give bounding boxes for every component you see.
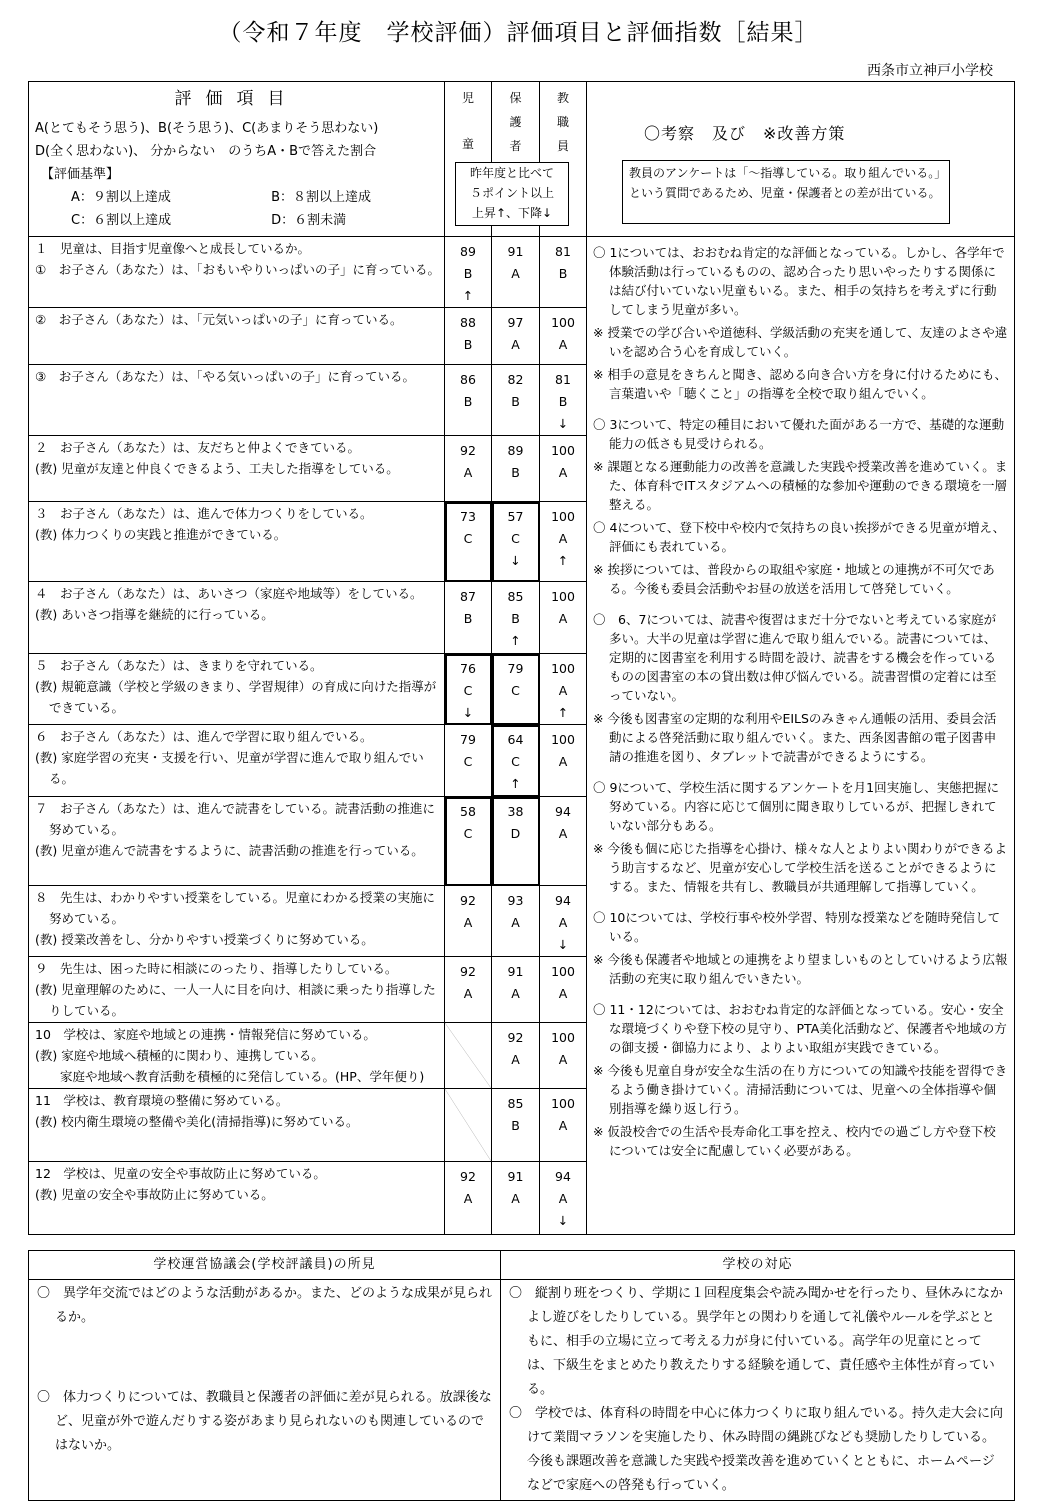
col-child-header: 児 童 (445, 82, 492, 237)
score-value: 100 (551, 964, 575, 979)
considerations-title: 〇考察 及び ※改善方策 (644, 124, 846, 143)
score-grade: A (511, 915, 520, 930)
child-score (445, 436, 492, 502)
diagonal-slash (445, 1023, 491, 1088)
scale-line-2: D(全く思わない)、 分からない のうちA・Bで答えた割合 (35, 144, 377, 159)
child-score (445, 797, 492, 886)
score-grade: A (558, 986, 568, 1001)
diagonal-slash (445, 1089, 491, 1161)
score-grade: A (511, 266, 520, 281)
council-opinions (29, 1280, 501, 1501)
score-value: 73 (460, 509, 476, 524)
score-value: 100 (551, 1030, 575, 1045)
trend-arrow: ↓ (557, 937, 569, 952)
score-value: 58 (460, 804, 476, 819)
consideration-item: 〇 3について、特定の種目において優れた面がある一方で、基礎的な運動能力の低さも見受けられる。 (593, 417, 1005, 451)
score-grade: A (558, 683, 568, 698)
staff-score (540, 436, 587, 502)
parent-score (492, 957, 540, 1023)
score-grade: A (511, 1052, 520, 1067)
evaluation-item (29, 1023, 445, 1089)
score-grade: B (463, 337, 473, 352)
item-text: ② お子さん（あなた）は、「元気いっぱいの子」に育っている。 (35, 312, 403, 327)
trend-arrow: ↑ (557, 705, 569, 720)
parent-score (492, 436, 540, 502)
score-grade: A (558, 337, 568, 352)
criteria-d: D：６割未満 (271, 213, 347, 228)
parent-score (492, 725, 540, 797)
staff-score (540, 1023, 587, 1089)
item-text: (教) あいさつ指導を継続的に行っている。 (35, 607, 274, 622)
item-header-title: 評価項目 (174, 89, 299, 109)
consideration-item: 〇 4について、登下校中や校内で気持ちの良い挨拶ができる児童が増え、評価にも表れている。 (593, 520, 1006, 554)
item-text: (教) 家庭や地域へ積極的に関わり、連携している。 (35, 1048, 324, 1063)
not-applicable-cell (445, 1089, 492, 1162)
trend-arrow: ↓ (510, 553, 521, 568)
evaluation-item (29, 1089, 445, 1162)
evaluation-item (29, 654, 445, 725)
council-table (28, 1250, 1015, 1501)
consideration-item: ※ 今後も図書室の定期的な利用やEILSのみきゃん通帳の活用、委員会活動による啓発活動に取り組んでいく。また、西条図書館の電子図書申請の推進を図り、タブレットで読書ができるようにする。 (593, 711, 997, 764)
school-response-header: 学校の対応 (501, 1251, 1015, 1280)
consideration-item: 〇 10については、学校行事や校外学習、特別な授業などを随時発信している。 (593, 910, 1001, 944)
score-grade: C (463, 683, 473, 698)
score-grade: A (558, 1052, 568, 1067)
score-grade: B (463, 611, 473, 626)
score-grade: A (558, 1191, 568, 1206)
item-text: 12 学校は、児童の安全や事故防止に努めている。 (35, 1166, 326, 1181)
child-score (445, 886, 492, 957)
score-value: 92 (507, 1030, 524, 1045)
score-grade: D (510, 826, 521, 841)
score-value: 97 (507, 315, 524, 330)
staff-score (540, 502, 587, 582)
parent-score (492, 1023, 540, 1089)
trend-arrow: ↑ (510, 633, 521, 648)
teacher-survey-note: 教員のアンケートは「～指導している。取り組んでいる。」という質問であるため、児童・保護者との差が出ている。 (622, 160, 950, 224)
school-responses (501, 1280, 1015, 1501)
score-grade: A (463, 1191, 473, 1206)
score-value: 57 (507, 509, 524, 524)
score-value: 91 (507, 1169, 524, 1184)
item-text: １ 児童は、目指す児童像へと成長しているか。 (35, 241, 311, 256)
child-score (445, 502, 492, 582)
item-text: (教) 児童理解のために、一人一人に目を向け、相談に乗ったり指導したりしている。 (35, 982, 436, 1018)
page-title: （令和７年度 学校評価）評価項目と評価指数［結果］ (218, 20, 819, 46)
criteria-c: C：６割以上達成 (71, 213, 172, 228)
consideration-item: ※ 今後も個に応じた指導を心掛け、様々な人とよりよい関わりができるよう助言するなど、児童が安心して学校生活を送ることができるようにする。また、情報を共有し、教職員が共通理解して指導していく。 (593, 841, 1007, 894)
item-text: (教) 児童が友達と仲良くできるよう、工夫した指導をしている。 (35, 461, 399, 476)
evaluation-item (29, 886, 445, 957)
score-grade: B (511, 465, 520, 480)
child-score (445, 725, 492, 797)
consideration-item: ※ 課題となる運動能力の改善を意識した実践や授業改善を進めていく。また、体育科でITスタジアムへの積極的な参加や運動のできる環境を一層整える。 (593, 459, 1008, 512)
score-grade: A (558, 826, 568, 841)
score-value: 92 (460, 443, 476, 458)
evaluation-item (29, 725, 445, 797)
score-grade: C (463, 531, 473, 546)
score-value: 94 (555, 893, 571, 908)
item-text: (教) 児童の安全や事故防止に努めている。 (35, 1187, 274, 1202)
criteria-b: B：８割以上達成 (271, 190, 372, 205)
score-grade: A (511, 1191, 520, 1206)
evaluation-item (29, 582, 445, 654)
score-grade: B (511, 1118, 520, 1133)
evaluation-item (29, 502, 445, 582)
score-value: 86 (460, 372, 476, 387)
staff-score (540, 308, 587, 365)
item-text: (教) 授業改善をし、分かりやすい授業づくりに努めている。 (35, 932, 374, 947)
item-text: ① お子さん（あなた）は、「おもいやりいっぱいの子」に育っている。 (35, 262, 440, 277)
score-value: 85 (507, 1096, 524, 1111)
score-grade: A (463, 986, 473, 1001)
score-grade: A (511, 986, 520, 1001)
score-value: 81 (555, 244, 571, 259)
score-grade: B (511, 611, 520, 626)
col-staff-header: 教 職 員 (540, 82, 587, 237)
score-value: 100 (551, 589, 575, 604)
score-grade: A (558, 465, 568, 480)
consideration-item: 〇 11・12については、おおむね肯定的な評価となっている。安心・安全な環境づくりや登下校の見守り、PTA美化活動など、保護者や地域の方の御支援・御協力により、よりよい取組が実践できている。 (593, 1002, 1007, 1055)
item-header (29, 82, 445, 237)
parent-score (492, 654, 540, 725)
parent-score (492, 308, 540, 365)
score-value: 38 (507, 804, 524, 819)
score-value: 100 (551, 661, 575, 676)
evaluation-item (29, 365, 445, 436)
trend-arrow: ↑ (557, 553, 569, 568)
score-value: 76 (460, 661, 476, 676)
score-value: 92 (460, 893, 476, 908)
criteria-title: 【評価基準】 (41, 167, 120, 182)
staff-score (540, 886, 587, 957)
score-value: 88 (460, 315, 476, 330)
trend-arrow: ↓ (462, 705, 474, 720)
item-text: (教) 児童が進んで読書をするように、読書活動の推進を行っている。 (35, 843, 424, 858)
consideration-item: 〇 9について、学校生活に関するアンケートを月1回実施し、実態把握に努めている。内容に応じて個別に聞き取りしているが、把握しきれていない部分もある。 (593, 780, 1000, 833)
item-text: (教) 校内衛生環境の整備や美化(清掃指導)に努めている。 (35, 1114, 359, 1129)
item-text: (教) 規範意識（学校と学級のきまり、学習規律）の育成に向けた指導ができている。 (35, 679, 437, 715)
item-text: (教) 家庭学習の充実・支援を行い、児童が学習に進んで取り組んでいる。 (35, 750, 424, 786)
consideration-item: 〇 6、7については、読書や復習はまだ十分でないと考えている家庭が多い。大半の児童は学習に進んで取り組んでいる。読書については、定期的に図書室を利用する時間を設け、読書をする機会を作っているものの図書室の本の貸出数は伸び悩んでいる。読書習慣の定着には至っていない。 (593, 612, 997, 703)
evaluation-item (29, 957, 445, 1023)
score-grade: A (558, 915, 568, 930)
score-grade: A (463, 915, 473, 930)
child-score (445, 654, 492, 725)
school-response: 〇 縦割り班をつくり、学期に１回程度集会や読み聞かせを行ったり、昼休みになかよし遊びをしたりしている。異学年との関わりを通して礼儀やルールを学ぶとともに、相手の立場に立って考える力が身に付いている。高学年の児童にとっては、下級生をまとめたり教えたりする経験を通して、責任感や主体性が育っている。 (509, 1286, 1004, 1397)
score-grade: A (463, 465, 473, 480)
score-value: 100 (551, 509, 575, 524)
staff-score (540, 797, 587, 886)
item-text: ８ 先生は、わかりやすい授業をしている。児童にわかる授業の実施に努めている。 (35, 890, 436, 926)
parent-score (492, 1089, 540, 1162)
consideration-item: 〇 1については、おおむね肯定的な評価となっている。しかし、各学年で体験活動は行っているものの、認め合ったり思いやったりする関係には結び付いていない児童もいる。また、相手の気持ちを考えずに行動してしまう児童が多い。 (593, 245, 1005, 317)
score-value: 100 (551, 1096, 575, 1111)
child-score (445, 308, 492, 365)
score-grade: B (558, 266, 568, 281)
staff-score (540, 237, 587, 308)
score-grade: C (511, 531, 520, 546)
not-applicable-cell (445, 1023, 492, 1089)
consideration-item: ※ 相手の意見をきちんと聞き、認める向き合い方を身に付けるためにも、言葉遣いや「聴くこと」の指導を全校で取り組んでいく。 (593, 367, 1007, 401)
item-text: ７ お子さん（あなた）は、進んで読書をしている。読書活動の推進に努めている。 (35, 801, 436, 837)
parent-score (492, 502, 540, 582)
parent-score (492, 886, 540, 957)
item-text: ４ お子さん（あなた）は、あいさつ（家庭や地域等）をしている。 (35, 586, 423, 601)
comparison-note: 昨年度と比べて ５ポイント以上 上昇↑、下降↓ (455, 162, 569, 226)
consideration-item: ※ 授業での学び合いや道徳科、学級活動の充実を通して、友達のよさや違いを認め合う心を育成していく。 (593, 325, 1008, 359)
parent-score (492, 1162, 540, 1235)
staff-score (540, 1089, 587, 1162)
score-value: 100 (551, 732, 575, 747)
item-text: 家庭や地域へ教育活動を積極的に発信している。(HP、学年便り) (35, 1069, 425, 1084)
item-text: ９ 先生は、困った時に相談にのったり、指導したりしている。 (35, 961, 398, 976)
score-value: 91 (507, 964, 524, 979)
score-value: 89 (507, 443, 524, 458)
col-parent-header: 保 護 者 (492, 82, 540, 237)
score-grade: A (558, 611, 568, 626)
score-value: 94 (555, 1169, 571, 1184)
score-value: 92 (460, 964, 476, 979)
score-value: 91 (507, 244, 524, 259)
parent-score (492, 365, 540, 436)
consideration-item: ※ 挨拶については、普段からの取組や家庭・地域との連携が不可欠である。今後も委員会活動やお昼の放送を活用して啓発していく。 (593, 562, 995, 596)
child-score (445, 365, 492, 436)
council-opinion: 〇 異学年交流ではどのような活動があるか。また、どのような成果が見られるか。 (37, 1286, 493, 1325)
evaluation-table (28, 81, 1015, 1235)
score-grade: B (511, 394, 520, 409)
item-text: (教) 体力つくりの実践と推進ができている。 (35, 527, 287, 542)
item-text: ２ お子さん（あなた）は、友だちと仲よくできている。 (35, 440, 361, 455)
score-grade: A (558, 1118, 568, 1133)
item-text: ５ お子さん（あなた）は、きまりを守れている。 (35, 658, 323, 673)
score-value: 79 (507, 661, 524, 676)
score-grade: C (463, 826, 473, 841)
considerations-body (587, 237, 1015, 1235)
consideration-item: ※ 今後も保護者や地域との連携をより望ましいものとしていけるよう広報活動の充実に取り組んでいきたい。 (593, 952, 1008, 986)
parent-score (492, 582, 540, 654)
score-value: 82 (507, 372, 524, 387)
school-name: 西条市立神戸小学校 (867, 63, 993, 79)
evaluation-item (29, 1162, 445, 1235)
score-grade: B (463, 394, 473, 409)
table-row (29, 237, 1015, 308)
evaluation-item (29, 237, 445, 308)
score-grade: C (511, 754, 520, 769)
item-text: 10 学校は、家庭や地域との連携・情報発信に努めている。 (35, 1027, 376, 1042)
staff-score (540, 1162, 587, 1235)
parent-score (492, 797, 540, 886)
item-text: 11 学校は、教育環境の整備に努めている。 (35, 1093, 289, 1108)
trend-arrow: ↓ (557, 416, 569, 431)
criteria-a: A：９割以上達成 (71, 190, 171, 205)
score-grade: C (511, 683, 520, 698)
score-value: 89 (460, 244, 476, 259)
council-header: 学校運営協議会(学校評議員)の所見 (29, 1251, 501, 1280)
consideration-item: ※ 今後も児童自身が安全な生活の在り方についての知識や技能を習得できるよう働き掛けていく。清掃活動については、児童への全体指導や個別指導を繰り返し行う。 (593, 1063, 1008, 1116)
score-grade: C (463, 754, 473, 769)
council-opinion: 〇 体力つくりについては、教職員と保護者の評価に差が見られる。放課後など、児童が外で遊んだりする姿があまり見られないのも関連しているのではないか。 (37, 1390, 492, 1453)
score-grade: B (463, 266, 473, 281)
evaluation-item (29, 436, 445, 502)
staff-score (540, 725, 587, 797)
child-score (445, 957, 492, 1023)
school-response: 〇 学校では、体育科の時間を中心に体力つくりに取り組んでいる。持久走大会に向けて業間マラソンを実施したり、休み時間の縄跳びなども奨励したりしている。今後も課題改善を意識した実践や授業改善を進めていくとともに、ホームページなどで家庭への啓発も行っていく。 (509, 1406, 1004, 1493)
score-value: 87 (460, 589, 476, 604)
score-grade: B (558, 394, 568, 409)
score-value: 81 (555, 372, 571, 387)
score-value: 94 (555, 804, 571, 819)
score-value: 93 (507, 893, 524, 908)
score-value: 100 (551, 443, 575, 458)
child-score (445, 1162, 492, 1235)
consideration-item: ※ 仮設校舎での生活や長寿命化工事を控え、校内での過ごし方や登下校については安全に配慮していく必要がある。 (593, 1124, 996, 1158)
evaluation-item (29, 797, 445, 886)
staff-score (540, 654, 587, 725)
trend-arrow: ↑ (462, 288, 474, 303)
score-grade: A (558, 531, 568, 546)
staff-score (540, 582, 587, 654)
staff-score (540, 365, 587, 436)
evaluation-item (29, 308, 445, 365)
score-value: 92 (460, 1169, 476, 1184)
trend-arrow: ↓ (557, 1213, 569, 1228)
score-grade: A (511, 337, 520, 352)
parent-score (492, 237, 540, 308)
score-value: 79 (460, 732, 476, 747)
score-grade: A (558, 754, 568, 769)
child-score (445, 582, 492, 654)
score-value: 64 (507, 732, 524, 747)
staff-score (540, 957, 587, 1023)
item-text: ６ お子さん（あなた）は、進んで学習に取り組んでいる。 (35, 729, 373, 744)
child-score (445, 237, 492, 308)
score-value: 100 (551, 315, 575, 330)
trend-arrow: ↑ (510, 776, 521, 791)
item-text: ３ お子さん（あなた）は、進んで体力つくりをしている。 (35, 506, 373, 521)
score-value: 85 (507, 589, 524, 604)
scale-line-1: A(とてもそう思う)、B(そう思う)、C(あまりそう思わない) (35, 121, 379, 136)
item-text: ③ お子さん（あなた）は、「やる気いっぱいの子」に育っている。 (35, 369, 415, 384)
